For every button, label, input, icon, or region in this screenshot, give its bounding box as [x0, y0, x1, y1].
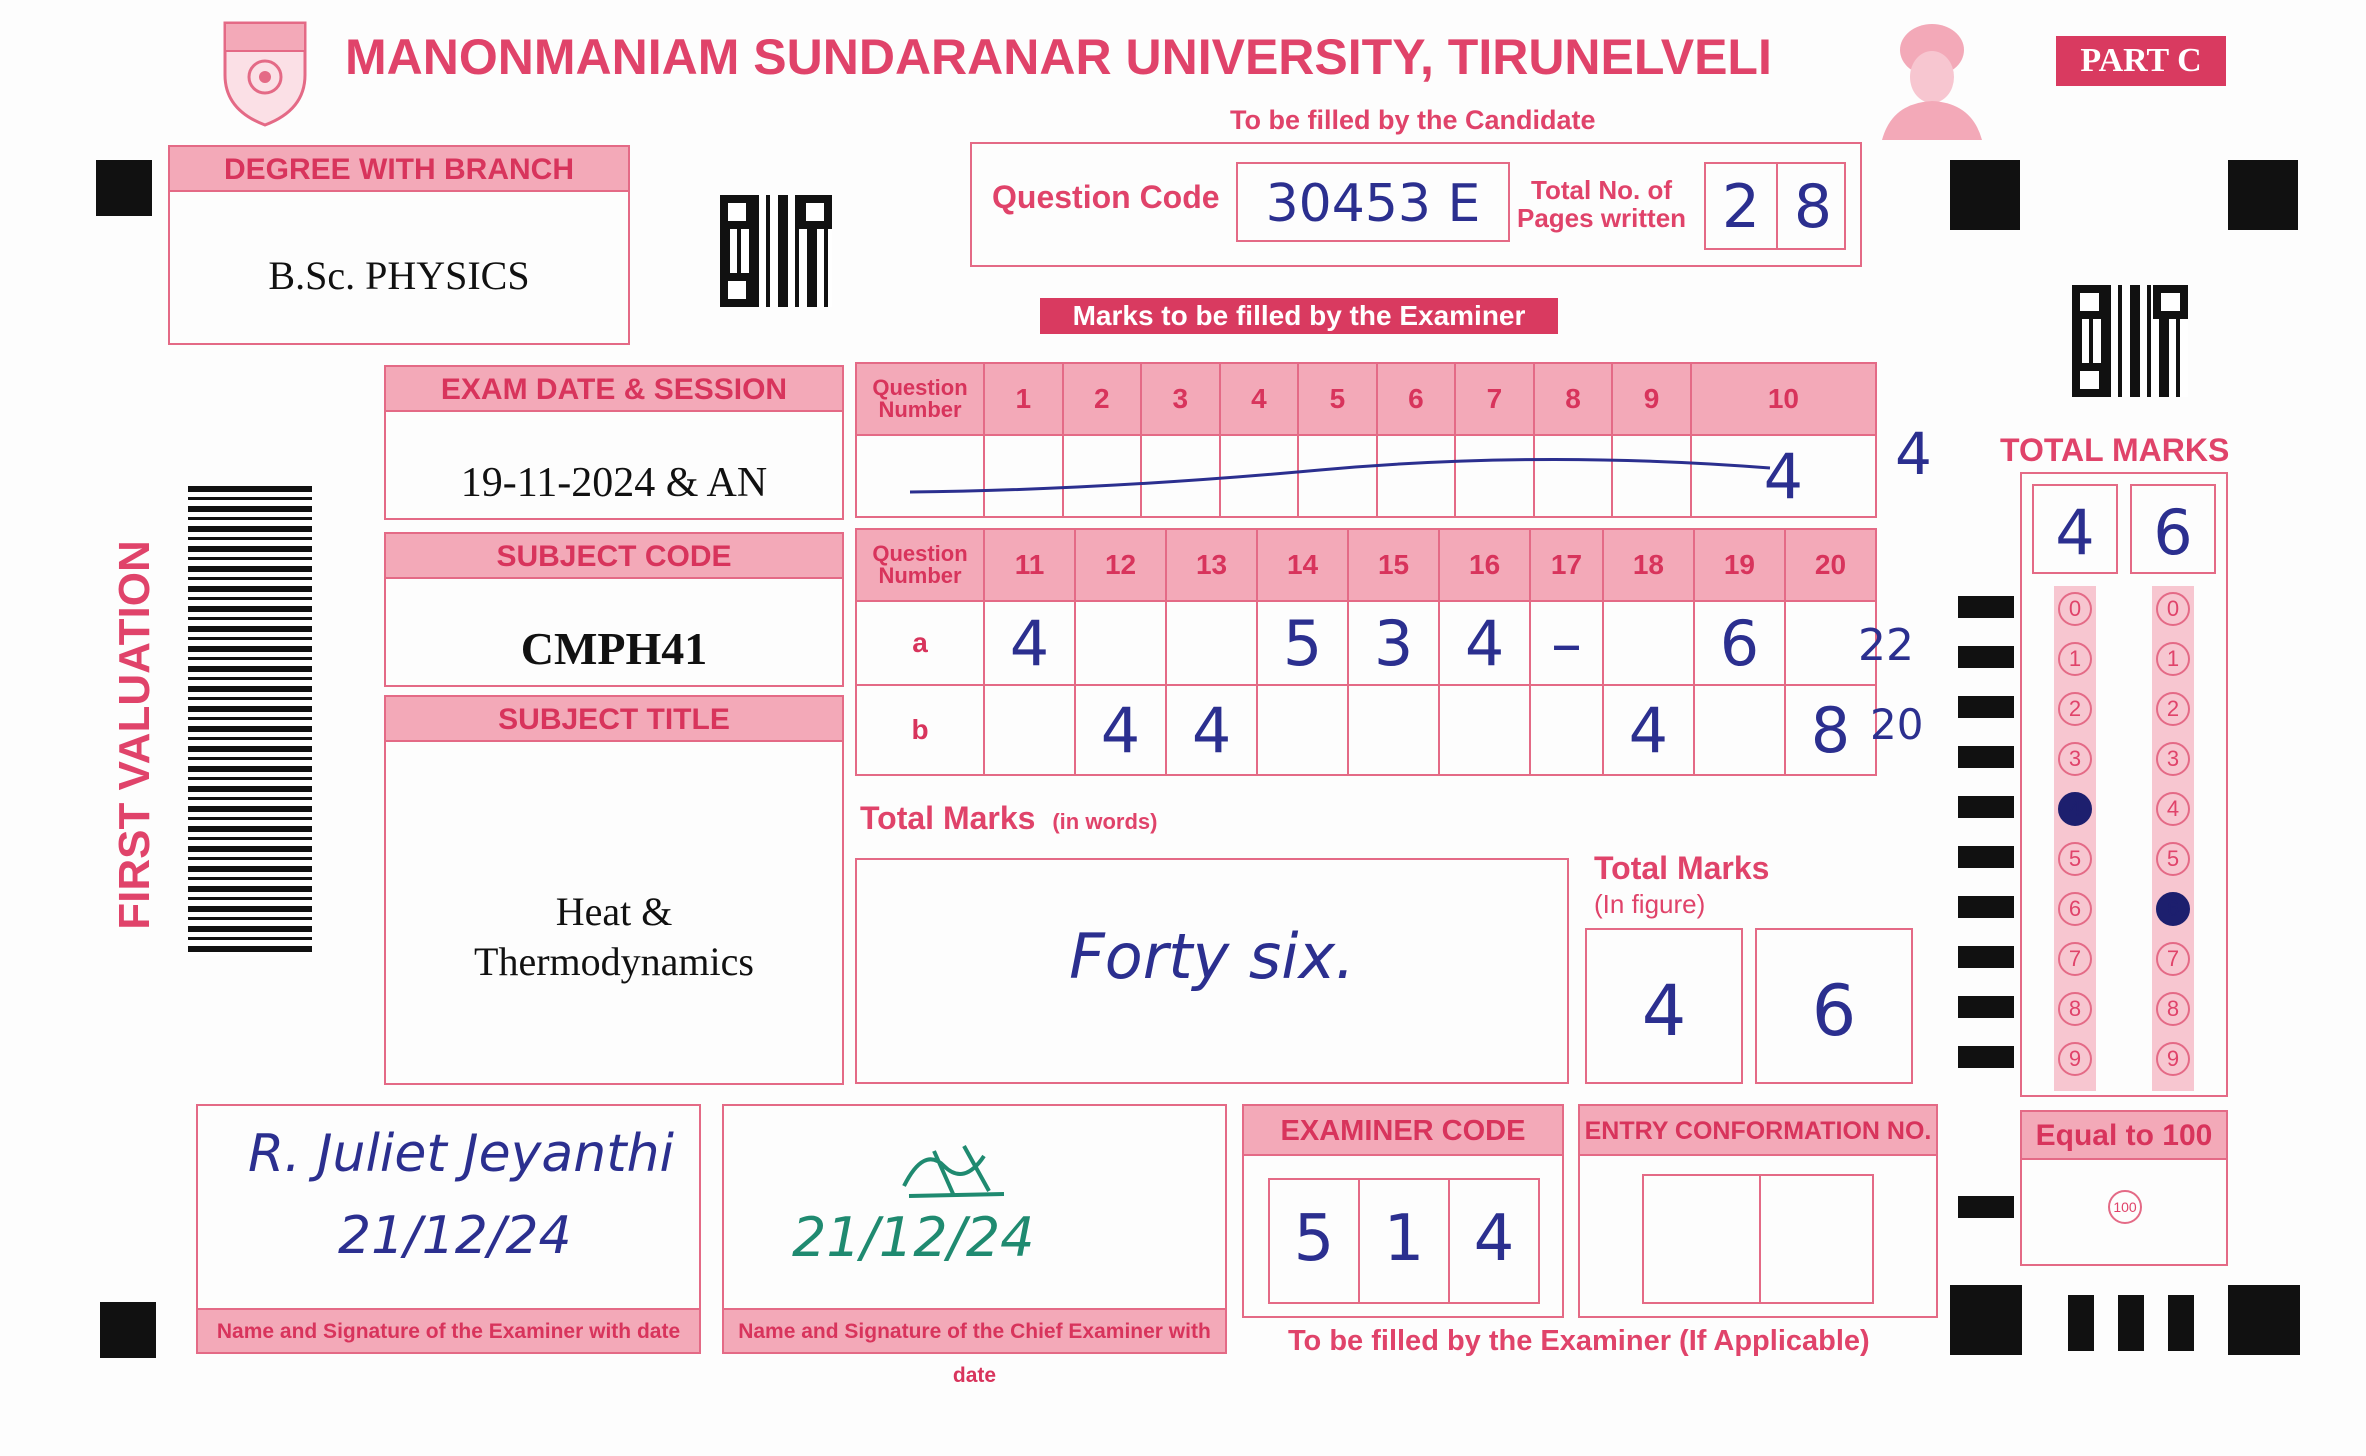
- grid2-header-line2: Number: [878, 563, 962, 588]
- pages-field[interactable]: [1704, 162, 1846, 250]
- total-words-sub: (in words): [1052, 809, 1158, 834]
- question-code-box: [970, 142, 1862, 267]
- total-marks-units-bubble[interactable]: 5: [2156, 842, 2190, 876]
- grid2-b-cell[interactable]: [1530, 685, 1603, 775]
- timing-mark: [1958, 746, 2014, 768]
- grid2-b-cell[interactable]: [1694, 685, 1785, 775]
- grid1-q-number: 2: [1063, 363, 1142, 435]
- total-figure-label: [1594, 850, 1769, 922]
- chief-date: 21/12/24: [792, 1206, 1035, 1269]
- grid1-q-number: 3: [1141, 363, 1220, 435]
- entry-conformation-field[interactable]: [1642, 1174, 1874, 1304]
- degree-value: B.Sc. PHYSICS: [268, 253, 530, 298]
- timing-mark: [1958, 1046, 2014, 1068]
- grid1-q-number: 5: [1298, 363, 1377, 435]
- question-code-field[interactable]: [1236, 162, 1510, 242]
- total-marks-digit-2: 6: [2153, 496, 2193, 569]
- total-marks-panel: [2020, 472, 2228, 1097]
- total-marks-units-bubble[interactable]: 1: [2156, 642, 2190, 676]
- alignment-mark: [100, 1302, 156, 1358]
- timing-mark: [1958, 996, 2014, 1018]
- total-marks-digit-1: 4: [2055, 496, 2095, 569]
- total-marks-tens-bubble[interactable]: 3: [2058, 742, 2092, 776]
- chief-signature-label: Name and Signature of the Chief Examiner with date: [724, 1308, 1225, 1352]
- examiner-code-digit-1: 5: [1293, 1202, 1335, 1276]
- grid2-row-b-total: 20: [1870, 700, 1924, 749]
- total-marks-tens-bubble[interactable]: 6: [2058, 892, 2092, 926]
- grid2-b-cell[interactable]: 4: [1603, 685, 1694, 775]
- examiner-code-digit-2: 1: [1383, 1202, 1425, 1276]
- qr-code-icon: [720, 195, 832, 307]
- total-words-label-text: Total Marks: [860, 800, 1036, 836]
- total-figure-digit-box-1[interactable]: [1585, 928, 1743, 1084]
- grid1-q-number: 4: [1220, 363, 1299, 435]
- grid2-header-line1: Question: [872, 541, 968, 566]
- grid1-q-number: 7: [1455, 363, 1534, 435]
- grid1-mark-cell[interactable]: 4: [1691, 435, 1876, 517]
- alignment-mark: [2068, 1295, 2094, 1351]
- part-badge: PART C: [2056, 36, 2226, 86]
- pages-label-line1: Total No. of: [1531, 175, 1673, 205]
- grid2-q-number: 15: [1348, 529, 1439, 601]
- barcode-icon: [188, 486, 312, 956]
- grid1-header-line1: Question: [872, 375, 968, 400]
- total-words-field[interactable]: [855, 858, 1569, 1084]
- grid1-q-number: 10: [1691, 363, 1876, 435]
- pages-label: [1517, 176, 1686, 232]
- grid2-b-cell[interactable]: 4: [1075, 685, 1166, 775]
- qr-code-icon: [2072, 285, 2188, 397]
- grid2-b-cell[interactable]: 4: [1166, 685, 1257, 775]
- grid2-q-number: 11: [984, 529, 1075, 601]
- total-marks-tens-bubble[interactable]: 5: [2058, 842, 2092, 876]
- total-marks-digit-box-1: [2032, 484, 2118, 574]
- total-marks-units-bubble[interactable]: 8: [2156, 992, 2190, 1026]
- subject-title-line2: Thermodynamics: [474, 939, 754, 984]
- total-figure-digit-box-2[interactable]: [1755, 928, 1913, 1084]
- university-title: MANONMANIAM SUNDARANAR UNIVERSITY, TIRUNELVELI: [345, 29, 1772, 85]
- exam-date-value: 19-11-2024 & AN: [460, 460, 768, 506]
- equal-to-100-label: Equal to 100: [2022, 1112, 2226, 1160]
- grid2-a-cell[interactable]: 5: [1257, 601, 1348, 685]
- subject-title-line1: Heat &: [555, 889, 673, 934]
- grid2-row-b-label: b: [856, 685, 984, 775]
- examiner-note: Marks to be filled by the Examiner: [1040, 298, 1558, 334]
- examiner-signature-box[interactable]: [196, 1104, 701, 1354]
- chief-signature-box[interactable]: [722, 1104, 1227, 1387]
- grid2-q-number: 18: [1603, 529, 1694, 601]
- subject-title-label: SUBJECT TITLE: [386, 697, 842, 742]
- timing-mark: [1958, 896, 2014, 918]
- examiner-date: 21/12/24: [338, 1206, 572, 1266]
- pages-digit-2: 8: [1793, 172, 1833, 242]
- grid1-q-number: 6: [1377, 363, 1456, 435]
- grid1-q-number: 8: [1534, 363, 1613, 435]
- total-marks-tens-bubble[interactable]: 7: [2058, 942, 2092, 976]
- grid2-b-cell[interactable]: [984, 685, 1075, 775]
- grid2-header: [856, 529, 984, 601]
- alignment-mark: [1950, 160, 2020, 230]
- alignment-mark: [2168, 1295, 2194, 1351]
- total-marks-digit-box-2: [2130, 484, 2216, 574]
- grid2-q-number: 12: [1075, 529, 1166, 601]
- chief-initials-scribble: [894, 1136, 1014, 1206]
- total-figure-digit-2: 6: [1811, 970, 1857, 1052]
- grid2-q-number: 19: [1694, 529, 1785, 601]
- grid2-b-cell[interactable]: 8: [1785, 685, 1876, 775]
- grid2-a-cell[interactable]: [1075, 601, 1166, 685]
- examiner-code-digit-3: 4: [1473, 1202, 1515, 1276]
- total-marks-tens-bubble[interactable]: 0: [2058, 592, 2092, 626]
- strike-line: [900, 450, 1780, 510]
- grid2-a-cell[interactable]: 6: [1694, 601, 1785, 685]
- grid2-b-cell[interactable]: [1439, 685, 1530, 775]
- timing-mark: [1958, 846, 2014, 868]
- total-words-value: Forty six.: [1069, 920, 1355, 993]
- alignment-mark: [2228, 160, 2298, 230]
- examiner-code-label: EXAMINER CODE: [1244, 1106, 1562, 1156]
- alignment-mark: [96, 160, 152, 216]
- total-marks-tens-bubble[interactable]: 2: [2058, 692, 2092, 726]
- total-marks-tens-bubble[interactable]: 4: [2058, 792, 2092, 826]
- total-marks-units-bubble[interactable]: 7: [2156, 942, 2190, 976]
- degree-box: [168, 145, 630, 345]
- pages-digit-1: 2: [1721, 172, 1761, 242]
- grid1-q-number: 9: [1612, 363, 1691, 435]
- timing-mark: [1958, 696, 2014, 718]
- total-marks-units-bubble[interactable]: 0: [2156, 592, 2190, 626]
- exam-date-box: [384, 365, 844, 520]
- subject-code-box: [384, 532, 844, 687]
- grid2-b-cell[interactable]: [1257, 685, 1348, 775]
- total-marks-tens-bubble[interactable]: 8: [2058, 992, 2092, 1026]
- total-figure-label-text: Total Marks: [1594, 850, 1770, 886]
- grid2-q-number: 17: [1530, 529, 1603, 601]
- examiner-code-box: [1242, 1104, 1564, 1318]
- timing-mark: [1958, 646, 2014, 668]
- total-marks-tens-bubble[interactable]: 9: [2058, 1042, 2092, 1076]
- subject-code-value: CMPH41: [520, 623, 708, 674]
- total-figure-digit-1: 4: [1641, 970, 1687, 1052]
- total-marks-units-bubble[interactable]: 9: [2156, 1042, 2190, 1076]
- entry-conformation-label: ENTRY CONFORMATION NO.: [1580, 1106, 1936, 1156]
- grid2-a-cell[interactable]: 4: [984, 601, 1075, 685]
- total-marks-units-bubble[interactable]: 6: [2156, 892, 2190, 926]
- grid2-a-cell[interactable]: [1603, 601, 1694, 685]
- total-figure-sub: (In figure): [1594, 889, 1706, 919]
- marks-grid-2: [855, 528, 1877, 776]
- grid2-row-a-label: a: [856, 601, 984, 685]
- university-emblem-icon: [215, 15, 315, 130]
- total-marks-panel-label: TOTAL MARKS: [2000, 432, 2230, 468]
- applicable-note: To be filled by the Examiner (If Applicable): [1288, 1325, 1870, 1357]
- candidate-note: To be filled by the Candidate: [1230, 105, 1596, 135]
- grid1-header-line2: Number: [878, 397, 962, 422]
- subject-title-box: [384, 695, 844, 1085]
- question-code-label: Question Code: [992, 179, 1220, 215]
- alignment-mark: [2118, 1295, 2144, 1351]
- examiner-code-field[interactable]: [1268, 1178, 1540, 1304]
- total-marks-tens-bubble[interactable]: 1: [2058, 642, 2092, 676]
- total-marks-units-bubble[interactable]: 4: [2156, 792, 2190, 826]
- grid2-row-a-total: 22: [1858, 620, 1914, 671]
- total-words-label: [860, 800, 1157, 837]
- exam-date-label: EXAM DATE & SESSION: [386, 367, 842, 412]
- alignment-mark: [1950, 1285, 2022, 1355]
- grid1-q-number: 1: [984, 363, 1063, 435]
- grid1-header: [856, 363, 984, 435]
- subject-title-value: [386, 887, 842, 987]
- grid2-a-cell[interactable]: –: [1530, 601, 1603, 685]
- timing-mark: [1958, 1196, 2014, 1218]
- grid2-q-number: 14: [1257, 529, 1348, 601]
- first-valuation-label: FIRST VALUATION: [110, 540, 159, 930]
- examiner-signature-label: Name and Signature of the Examiner with date: [198, 1308, 699, 1352]
- timing-mark: [1958, 946, 2014, 968]
- grid2-a-cell[interactable]: 3: [1348, 601, 1439, 685]
- total-marks-units-bubble[interactable]: 3: [2156, 742, 2190, 776]
- timing-mark: [1958, 796, 2014, 818]
- subject-code-label: SUBJECT CODE: [386, 534, 842, 579]
- grid2-q-number: 16: [1439, 529, 1530, 601]
- grid2-a-cell[interactable]: 4: [1439, 601, 1530, 685]
- pages-label-line2: Pages written: [1517, 203, 1687, 233]
- equal-to-100-box: [2020, 1110, 2228, 1266]
- grid1-row-total: 4: [1895, 420, 1932, 488]
- total-marks-units-bubble[interactable]: 2: [2156, 692, 2190, 726]
- degree-label: DEGREE WITH BRANCH: [170, 147, 628, 192]
- founder-portrait-icon: [1872, 15, 1992, 140]
- grid2-a-cell[interactable]: [1166, 601, 1257, 685]
- entry-conformation-box: [1578, 1104, 1938, 1318]
- grid2-q-number: 20: [1785, 529, 1876, 601]
- examiner-name: R. Juliet Jeyanthi: [248, 1124, 675, 1184]
- timing-mark: [1958, 596, 2014, 618]
- question-code-value: 30453 E: [1265, 174, 1481, 234]
- grid2-q-number: 13: [1166, 529, 1257, 601]
- alignment-mark: [2228, 1285, 2300, 1355]
- equal-to-100-bubble[interactable]: 100: [2108, 1190, 2142, 1224]
- grid2-b-cell[interactable]: [1348, 685, 1439, 775]
